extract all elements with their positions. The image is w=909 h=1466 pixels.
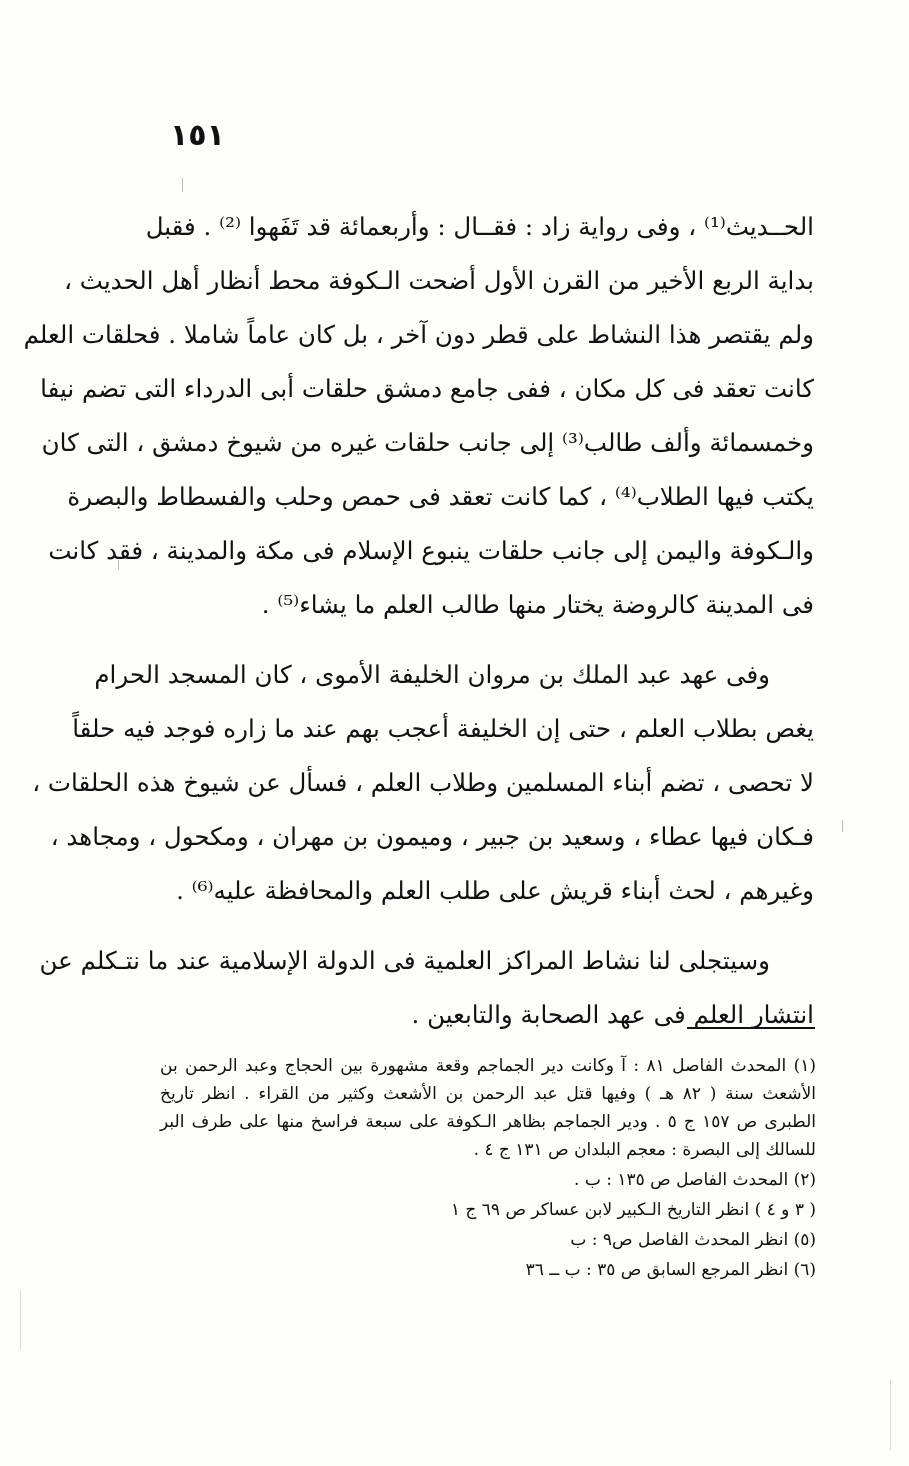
scan-speck (182, 178, 183, 192)
footnotes (160, 1052, 816, 1284)
footnote-line: الأشعث سنة ( ٨٢ هـ ) وفيها قتل عبد الرحمن بن الأشعث وكثير من القراء . انظر تاريخ (160, 1084, 816, 1104)
text-line: وخمسمائة وألف طالب⁽³⁾ إلى جانب حلقات غيره من شيوخ دمشق ، التى كان (41, 428, 814, 457)
scan-speck (842, 820, 843, 832)
paragraph (32, 648, 814, 918)
text-line: الحــديث⁽¹⁾ ، وفى رواية زاد : فقــال : وأربعمائة قد تَفَهوا ⁽²⁾ . فقبل (145, 212, 814, 241)
text-line: يغص بطلاب العلم ، حتى إن الخليفة أعجب بهم عند ما زاره فوجد فيه حلقاً (72, 714, 814, 743)
footnote-line: (٥) انظر المحدث الفاصل ص٩ : ب (570, 1230, 816, 1250)
footnote-line: (٢) المحدث الفاصل ص ١٣٥ : ب . (574, 1170, 816, 1190)
text-line: انتشار العلم فى عهد الصحابة والتابعين . (411, 1000, 814, 1029)
footnote (160, 1196, 816, 1224)
paragraph (39, 934, 814, 1042)
footnote (160, 1166, 816, 1194)
footnote-line: ( ٣ و ٤ ) انظر التاريخ الـكبير لابن عساكر ص ٦٩ ج ١ (450, 1200, 816, 1220)
paragraph-gap (162, 918, 814, 934)
footnote-line: للسالك إلى البصرة : معجم البلدان ص ١٣١ ج ٤ . (473, 1140, 816, 1160)
scan-speck (20, 1290, 21, 1350)
text-line: يكتب فيها الطلاب⁽⁴⁾ ، كما كانت تعقد فى حمص وحلب والفسطاط والبصرة (67, 482, 814, 511)
text-line: فى المدينة كالروضة يختار منها طالب العلم ما يشاء⁽⁵⁾ . (261, 590, 814, 619)
paragraph (23, 200, 814, 632)
text-line: ولم يقتصر هذا النشاط على قطر دون آخر ، بل كان عاماً شاملا . فحلقات العلم (23, 320, 814, 349)
scan-speck (890, 1380, 891, 1450)
footnote (160, 1256, 816, 1284)
footnote (160, 1226, 816, 1254)
text-line: بداية الربع الأخير من القرن الأول أضحت الـكوفة محط أنظار أهل الحديث ، (64, 266, 814, 295)
footnote-line: (١) المحدث الفاصل ٨١ : آ وكانت دير الجماجم وقعة مشهورة بين الحجاج وعبد الرحمن بن (160, 1056, 817, 1076)
text-line: كانت تعقد فى كل مكان ، ففى جامع دمشق حلقات أبى الدرداء التى تضم نيفا (40, 374, 814, 403)
footnote-line: (٦) انظر المرجع السابق ص ٣٥ : ب ــ ٣٦ (525, 1260, 816, 1280)
paragraph-gap (162, 632, 814, 648)
body-text (23, 200, 814, 1042)
footnote-separator (687, 1027, 815, 1029)
text-line: لا تحصى ، تضم أبناء المسلمين وطلاب العلم ، فسأل عن شيوخ هذه الحلقات ، (32, 768, 814, 797)
footnote-line: الطبرى ص ١٥٧ ج ٥ . ودير الجماجم بظاهر الـكوفة على سبعة فراسخ منها على طرف البر (160, 1112, 817, 1132)
page-number: ١٥١ (170, 118, 225, 153)
footnote (160, 1052, 816, 1164)
text-line: وفى عهد عبد الملك بن مروان الخليفة الأموى ، كان المسجد الحرام (94, 660, 770, 689)
text-line: وغيرهم ، لحث أبناء قريش على طلب العلم والمحافظة عليه⁽⁶⁾ . (176, 876, 814, 905)
text-line: وسيتجلى لنا نشاط المراكز العلمية فى الدولة الإسلامية عند ما نتـكلم عن (39, 946, 770, 975)
text-line: والـكوفة واليمن إلى جانب حلقات ينبوع الإسلام فى مكة والمدينة ، فقد كانت (48, 536, 814, 565)
text-line: فـكان فيها عطاء ، وسعيد بن جبير ، وميمون بن مهران ، ومكحول ، ومجاهد ، (50, 822, 814, 851)
